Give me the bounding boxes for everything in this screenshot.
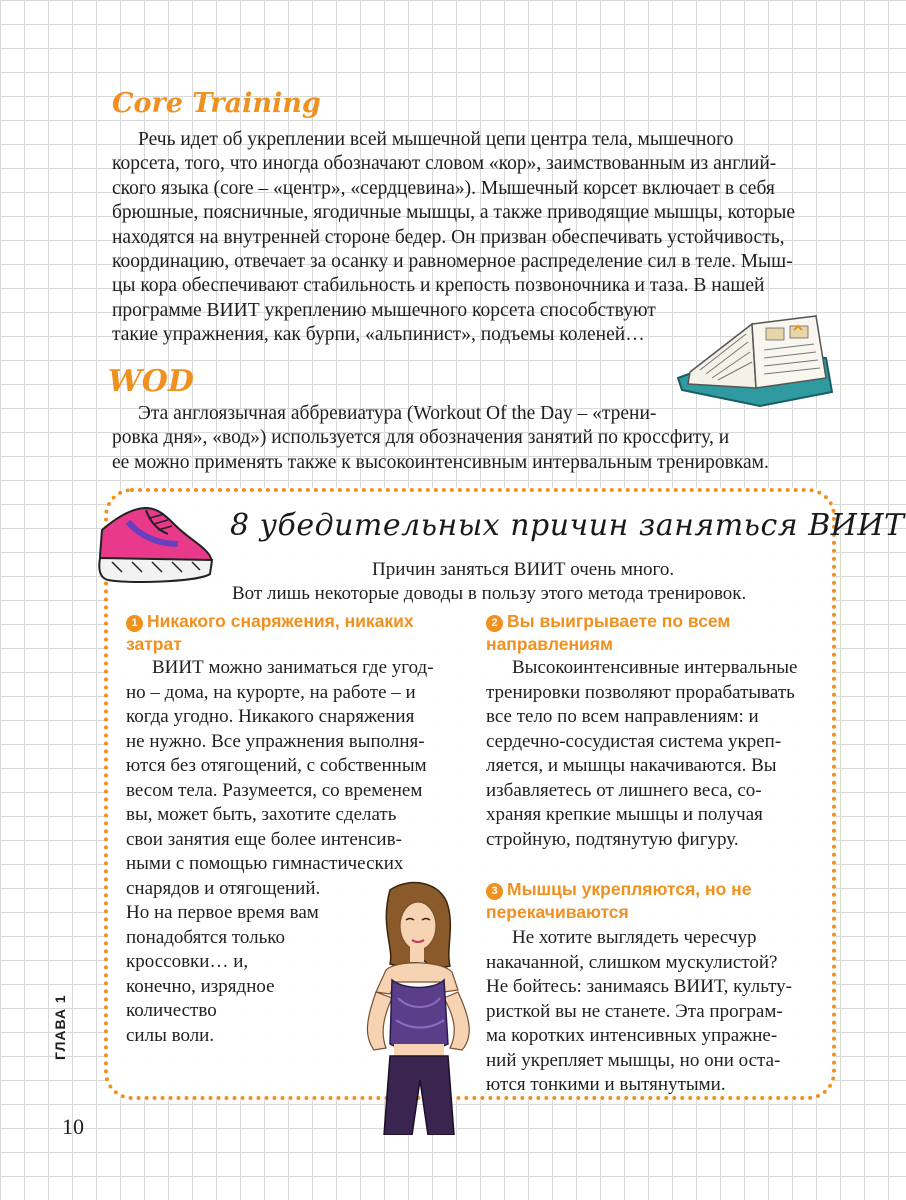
reason-title-line: Вы выигрываете по всем (507, 611, 731, 631)
text-line: программе ВИИТ укреплению мышечного корсета способствуют (112, 299, 656, 321)
reason-1-title (126, 610, 466, 656)
reason-title-line: Никакого снаряжения, никаких (147, 611, 414, 631)
text-line: храняя крепкие мышцы и получая (486, 804, 763, 825)
reason-2-title (486, 610, 826, 656)
text-line: избавляетесь от лишнего веса, со- (486, 779, 762, 801)
text-line: накачанной, слишком мускулистой? (486, 951, 778, 973)
sneaker-illustration (88, 496, 220, 592)
reason-title-line: перекачиваются (486, 902, 629, 922)
text-line: когда угодно. Никакого снаряжения (126, 706, 415, 727)
text-line: ского языка (core – «центр», «сердцевина»). Мышечный корсет включает в себя (112, 177, 775, 199)
reason-title-line: Мышцы укрепляются, но не (507, 879, 752, 899)
text-line: цы кора обеспечивают стабильность и крепость позвоночника и таза. В нашей (112, 275, 765, 297)
reason-3-text (486, 926, 818, 1098)
text-line: Не хотите выглядеть чересчур (512, 927, 757, 948)
text-line: весом тела. Разумеется, со временем (126, 779, 423, 801)
text-line: ма коротких интенсивных упражне- (486, 1025, 778, 1046)
text-line: ристкой вы не станете. Эта програм- (486, 1000, 783, 1022)
text-line: стройную, подтянутую фигуру. (486, 828, 739, 850)
woman-illustration (340, 880, 490, 1135)
text-line: все тело по всем направлениям: и (486, 706, 759, 727)
text-line: но – дома, на курорте, на работе – и (126, 681, 416, 703)
open-book-illustration (676, 300, 838, 412)
text-line: корсета, того, что иногда обозначают словом «кор», заимствованным из англий- (112, 153, 777, 175)
text-line: силы воли. (126, 1024, 215, 1046)
wod-heading: WOD (108, 364, 194, 399)
text-line: брюшные, поясничные, ягодичные мышцы, а также приводящие мышцы, которые (112, 202, 796, 224)
text-line: свои занятия еще более интенсив- (126, 828, 402, 850)
text-line: не нужно. Все упражнения выполня- (126, 730, 425, 752)
text-line: ровка дня», «вод») используется для обозначения занятий по кроссфиту, и (112, 427, 730, 449)
text-line: ний укрепляет мышцы, но они оста- (486, 1049, 781, 1071)
text-line: ются без отягощений, с собственным (126, 755, 427, 776)
text-line: кроссовки… и, (126, 951, 249, 972)
core-training-heading: Core Training (112, 88, 321, 119)
text-line: количество (126, 1000, 217, 1021)
text-line: ВИИТ можно заниматься где угод- (152, 657, 434, 678)
text-line: Не бойтесь: занимаясь ВИИТ, культу- (486, 976, 793, 997)
text-line: Речь идет об укреплении всей мышечной цепи центра тела, мышечного (138, 129, 734, 150)
text-line: Но на первое время вам (126, 902, 319, 923)
text-line: ее можно применять также к высокоинтенсивным интервальным тренировкам. (112, 451, 769, 473)
text-line: Высокоинтенсивные интервальные (512, 657, 798, 678)
number-badge-icon: 3 (486, 883, 503, 900)
box-subtitle-1: Причин заняться ВИИТ очень много. (372, 559, 675, 580)
reason-title-line: направлениям (486, 634, 613, 654)
number-badge-icon: 1 (126, 615, 143, 632)
text-line: понадобятся только (126, 926, 286, 948)
reason-title-line: затрат (126, 634, 182, 654)
reason-3-title (486, 878, 826, 924)
box-subtitle-2: Вот лишь некоторые доводы в пользу этого метода тренировок. (232, 583, 747, 604)
page-number: 10 (62, 1114, 84, 1139)
text-line: координацию, отвечает за осанку и равномерное распределение сил в теле. Мыш- (112, 251, 793, 273)
text-line: снарядов и отягощений. (126, 877, 321, 899)
text-line: Эта англоязычная аббревиатура (Workout Of the Day – «трени- (138, 403, 657, 424)
text-line: вы, может быть, захотите сделать (126, 804, 397, 825)
chapter-label: ГЛАВА 1 (52, 994, 68, 1060)
text-line: находятся на внутренней стороне бедер. Он призван обеспечивать устойчивость, (112, 226, 785, 248)
reason-2-text (486, 656, 818, 852)
text-line: сердечно-сосудистая система укреп- (486, 730, 782, 752)
text-line: ными с помощью гимнастических (126, 853, 404, 874)
text-line: ются тонкими и вытянутыми. (486, 1074, 726, 1095)
box-title: 8 убедительных причин заняться ВИИТ (230, 508, 905, 543)
text-line: тренировки позволяют прорабатывать (486, 681, 795, 703)
wod-paragraph (112, 402, 832, 475)
text-line: конечно, изрядное (126, 975, 275, 997)
text-line: ляется, и мышцы накачиваются. Вы (486, 755, 777, 776)
text-line: такие упражнения, как бурпи, «альпинист», подъемы коленей… (112, 324, 645, 346)
number-badge-icon: 2 (486, 615, 503, 632)
